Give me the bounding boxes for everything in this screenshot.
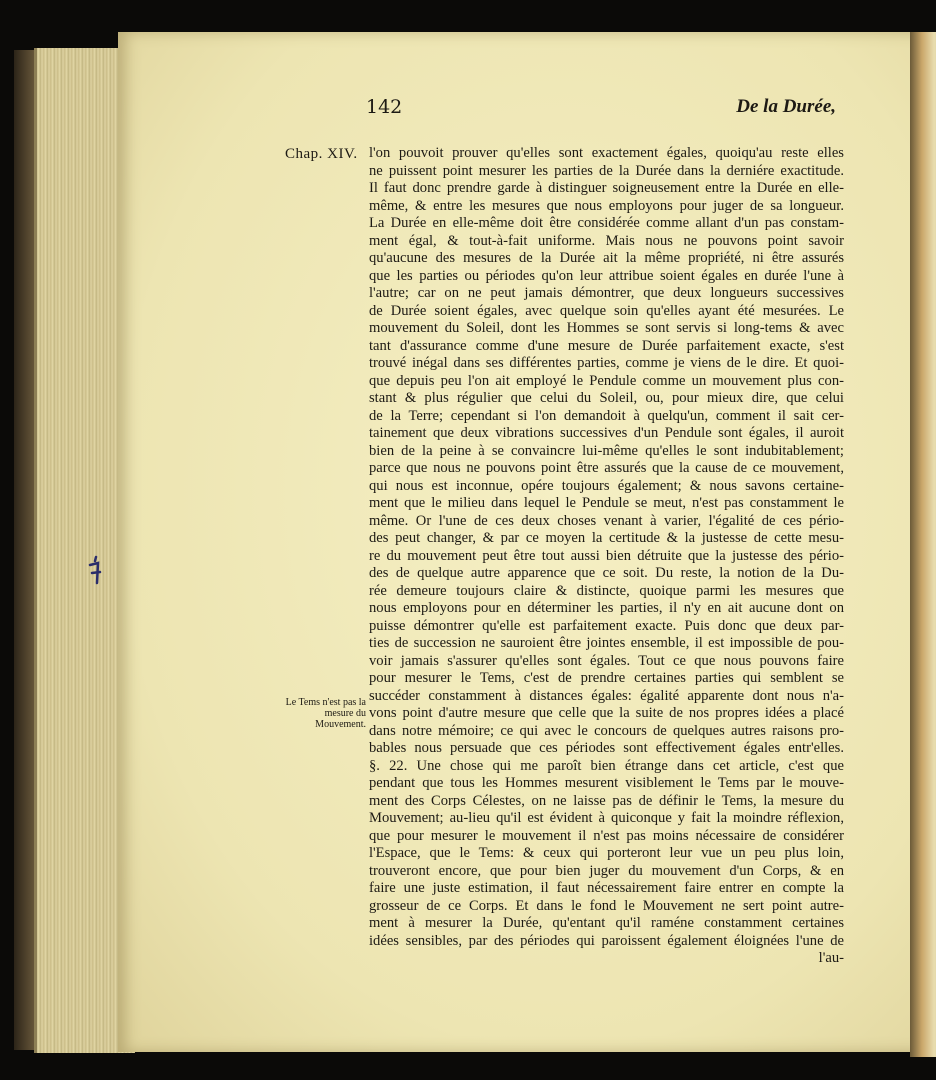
text-line: trouvé inégal dans ses différentes parties, comme je viens de le dire. Et quoi- [369, 355, 844, 371]
text-line: La Durée en elle-même doit être considérée comme allant d'un pas constam- [369, 215, 844, 231]
text-line: succéder constamment à distances égales: égalité apparente dont nous n'a- [369, 687, 844, 704]
text-line: idées sensibles, par des périodes qui paroissent également éloignées l'une de [369, 932, 844, 949]
text-line: vons point d'autre mesure que celle que la suite de nos propres idées a placé [369, 705, 844, 721]
text-line: ne puissent point mesurer les parties de la Durée dans la derniére exactitude. [369, 162, 844, 179]
text-line: pendant que tous les Hommes mesurent visiblement le Tems par le mouve- [369, 775, 844, 791]
text-line: bien de la peine à se convaincre lui-même qu'elles le sont indubitablement; [369, 442, 844, 459]
text-line: mouvement du Soleil, dont les Hommes se sont servis si long-tems & avec [369, 320, 844, 336]
spine [14, 50, 36, 1050]
text-line: trouveront encore, que pour bien juger du mouvement d'un Corps, & en [369, 862, 844, 879]
text-line: tant d'assurance comme d'une mesure de Durée parfaitement exacte, s'est [369, 337, 844, 354]
ink-mark [86, 555, 108, 587]
text-line: pour mesurer le Tems, c'est de prendre certaines parties qui semblent se [369, 670, 844, 686]
text-line: Il faut donc prendre garde à distinguer soigneusement entre la Durée en elle- [369, 180, 844, 196]
text-line: §. 22. Une chose qui me paroît bien étrange dans cet article, c'est que [369, 757, 844, 774]
text-line: faire une juste estimation, il faut nécessairement faire entrer en compte la [369, 880, 844, 896]
body-text [369, 145, 844, 968]
text-line: tainement que deux vibrations successives d'un Pendule sont égales, il auroit [369, 425, 844, 441]
text-line: l'au- [818, 950, 844, 966]
text-line: l'on pouvoit prouver qu'elles sont exactement égales, quoiqu'au reste elles [369, 145, 844, 161]
text-line: grosseur de ce Corps. Et dans le fond le Mouvement ne sert point autre- [369, 897, 844, 914]
text-line: des de quelque autre apparence que ce soit. Du reste, la notion de la Du- [369, 565, 844, 581]
text-line: stant & plus régulier que celui du Soleil, ou, pour mieux dire, que celui [369, 390, 844, 406]
text-line: parce que nous ne pouvons point être assurés que la cause de ce mouvement, [369, 460, 844, 476]
running-title: De la Durée, [736, 96, 836, 117]
text-line: dans notre mémoire; ce qui avec le concours de quelques autres raisons pro- [369, 722, 844, 739]
chapter-label: Chap. XIV. [285, 146, 358, 162]
text-line: l'autre; car on ne peut jamais démontrer, que deux longueurs successives [369, 285, 844, 301]
text-line: même. Or l'une de ces deux choses venant à varier, l'égalité de ces pério- [369, 512, 844, 529]
text-line: ment à mesurer la Durée, qu'entant qu'il raméne constamment certaines [369, 915, 844, 931]
text-line: ment des Corps Célestes, on ne laisse pas de définir le Tems, la mesure du [369, 792, 844, 809]
text-line: puisse démontrer qu'elle est parfaitement exacte. Puis donc que deux par- [369, 617, 844, 634]
text-line: re du mouvement peut être tout aussi bien détruite que la justesse des pério- [369, 547, 844, 564]
text-line: voir jamais s'assurer qu'elles sont égales. Tout ce que nous pouvons faire [369, 652, 844, 669]
text-line: nous employons pour en déterminer les parties, il n'y en ait aucune dont on [369, 600, 844, 616]
text-line: qui nous est inconnue, opére toujours également; & nous savons certaine- [369, 477, 844, 494]
text-line: des peut changer, & par ce moyen la certitude & la justesse de cette mesu- [369, 530, 844, 546]
page-header [366, 96, 836, 126]
text-line: que les parties ou périodes qu'on leur attribue soient égales en durée l'une à [369, 267, 844, 284]
text-line: rée demeure toujours claire & distincte, quoique parmi les mesures que [369, 582, 844, 599]
text-line: l'Espace, que le Tems: & ceux qui porteront leur vue un peu plus loin, [369, 845, 844, 861]
text-line: bables nous persuade que ces périodes sont effectivement égales entr'elles. [369, 740, 844, 756]
text-line: que pour mesurer le mouvement il n'est pas moins nécessaire de considérer [369, 827, 844, 844]
text-line: ment égal, & tout-à-fait uniforme. Mais nous ne pouvons point savoir [369, 232, 844, 249]
text-line: ment que le milieu dans lequel le Pendule se meut, n'est pas constamment le [369, 495, 844, 511]
right-page-edge [910, 32, 936, 1057]
text-line: de la Terre; cependant si l'on demandoit à quelqu'un, comment il sait cer- [369, 407, 844, 424]
page-number: 142 [366, 96, 403, 118]
text-line: qu'aucune des mesures de la Durée ait la même propriété, ni être assurés [369, 250, 844, 266]
text-line: Mouvement; au-lieu qu'il est évident à quiconque y fait la moindre réflexion, [369, 810, 844, 826]
text-line: ties de succession ne sauroient être jointes ensemble, il est impossible de pou- [369, 635, 844, 651]
text-line: que depuis peu l'on ait employé le Pendule comme un mouvement plus con- [369, 372, 844, 389]
text-line: même, & entre les mesures que nous employons pour juger de sa longueur. [369, 197, 844, 214]
side-note: Le Tems n'est pas la mesure du Mouvement. [285, 697, 366, 730]
text-line: de Durée soient égales, avec quelque soin qu'elles ayant été mesurées. Le [369, 302, 844, 319]
